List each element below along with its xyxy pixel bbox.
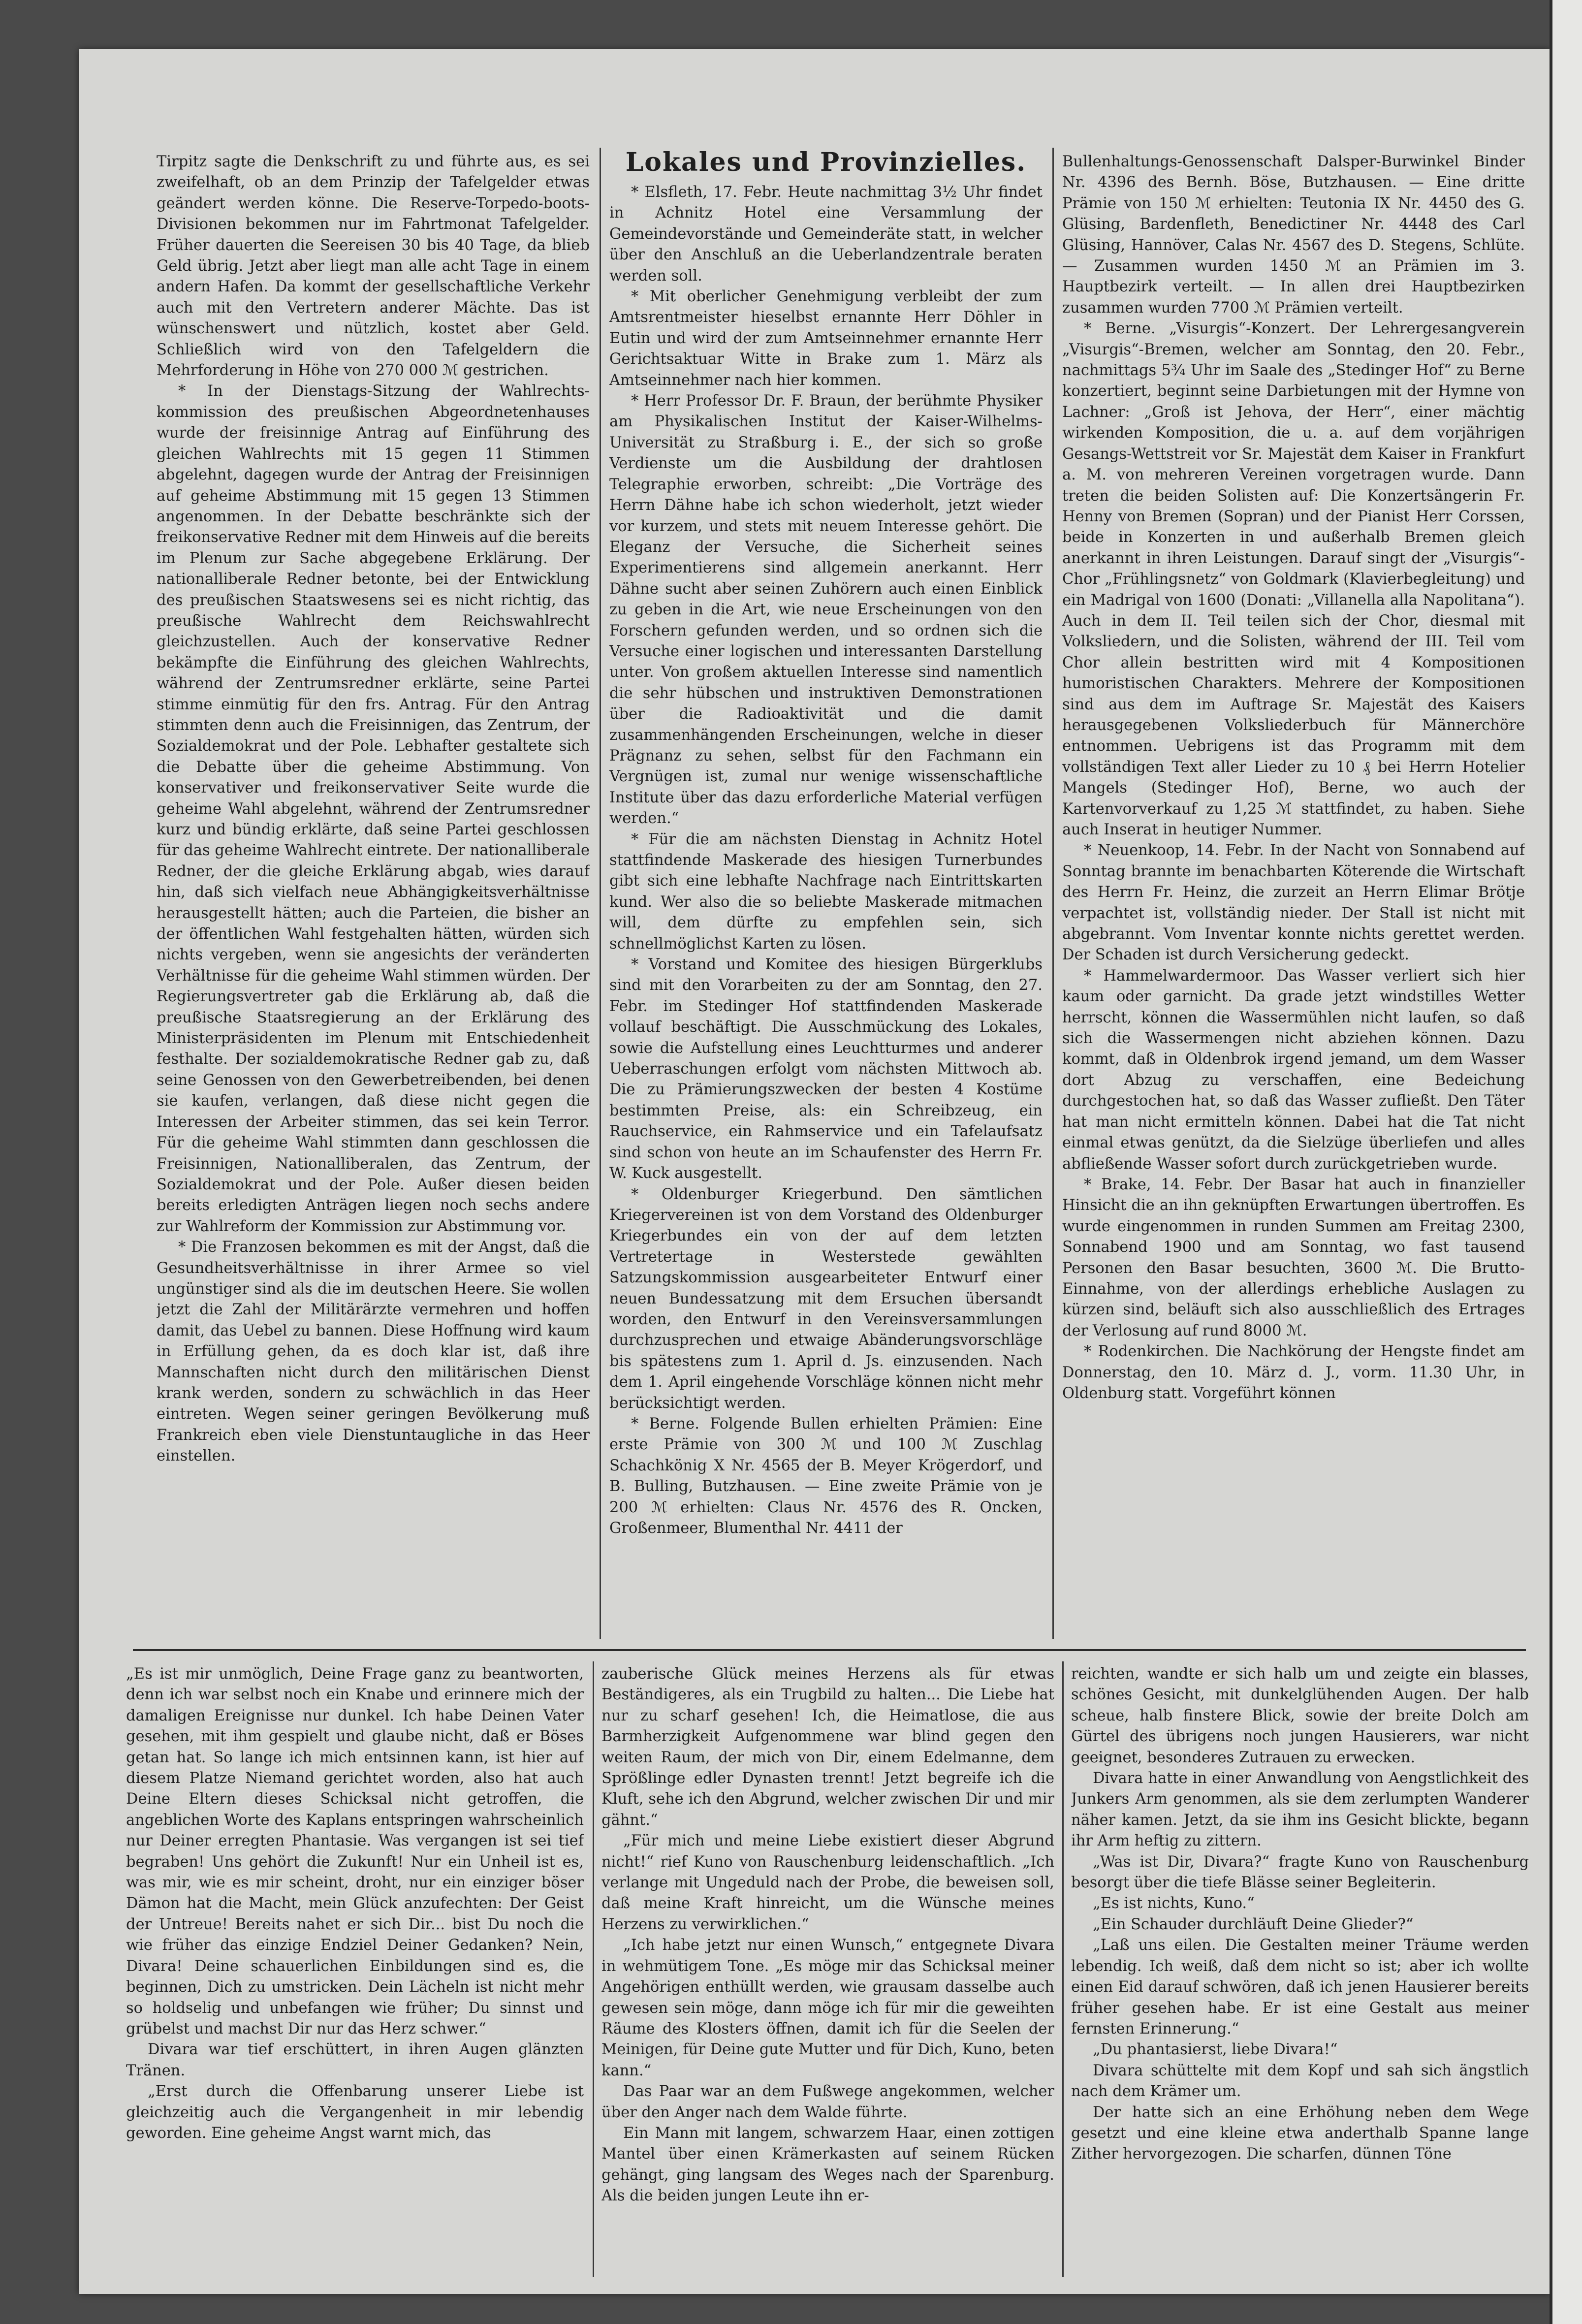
feuilleton-rule-1 (593, 1661, 594, 2277)
article-paragraph: Divara schüttelte mit dem Kopf und sah sich ängstlich nach dem Krämer um. (1071, 2062, 1529, 2101)
article-paragraph: * Für die am nächsten Dienstag in Achnitz Hotel stattfindende Maskerade des hiesigen Turnerbundes gibt sich eine lebhafte Nachfrage nach Eintrittskarten kund. Wer also die so beliebte Maskerade mitmachen will, dem dürfte zu empfehlen sein, sich schnellmöglichst Karten zu lösen. (609, 830, 1043, 953)
article-paragraph: „Es ist mir unmöglich, Deine Frage ganz zu beantworten, denn ich war selbst noch ein Knabe und erinnere mich der damaligen Ereignisse nur dunkel. Ich habe Deinen Vater gesehen, mit ihm gespielt und glaube nicht, daß er Böses getan hat. So lange ich mich entsinnen kann, ist hier auf diesem Platze Niemand gerichtet worden, also hat auch Deine Eltern dieses Schicksal nicht getroffen, die angeblichen Worte des Kaplans entspringen wahrscheinlich nur Deiner erregten Phantasie. Was vergangen ist sei tief begraben! Uns gehört die Zukunft! Nur ein Unheil ist es, was mir, wie es mir scheint, droht, nur ein einziger böser Dämon hat die Macht, mein Glück anzufechten: Der Geist der Untreue! Bereits nahet er sich Dir... bist Du noch die wie früher das einzige Endziel Deiner Gedanken? Nein, Divara! Deine schauerlichen Einbildungen sind es, die beginnen, Dich zu umstricken. Dein Lächeln ist nicht mehr so holdselig und unbefangen wie früher; Du sinnst und grübelst und machst Dir nur das Herz schwer.“ (126, 1665, 584, 2037)
article-paragraph: Der hatte sich an eine Erhöhung neben dem Wege gesetzt und eine kleine etwa anderthalb Spanne lange Zither hervorgezogen. Die scharfen, dünnen Töne (1071, 2103, 1529, 2163)
article-paragraph: * Hammelwardermoor. Das Wasser verliert sich hier kaum oder garnicht. Da grade jetzt windstilles Wetter herrscht, können die Wassermühlen nicht laufen, so daß sich die Wassermengen nicht abziehen können. Dazu kommt, daß in Oldenbrok irgend jemand, um dem Wasser dort Abzug zu verschaffen, eine Bedeichung durchgestochen hat, so daß das Wasser zufließt. Den Täter hat man nicht ermitteln können. Dabei hat die Tat nicht einmal etwas genützt, da die Sielzüge überliefen und alles abfließende Wasser sofort durch zurückgetrieben wurde. (1062, 967, 1525, 1173)
article-paragraph: * Mit oberlicher Genehmigung verbleibt der zum Amtsrentmeister hieselbst ernannte Herr Döhler in Eutin und wird der zum Amtseinnehmer ernannte Herr Gerichtsaktuar Witte in Brake zum 1. März als Amtseinnehmer nach hier kommen. (609, 288, 1043, 389)
article-paragraph: „Was ist Dir, Divara?“ fragte Kuno von Rauschenburg besorgt über die tiefe Blässe seiner Begleiterin. (1071, 1853, 1529, 1892)
column-2-body (609, 182, 1043, 1539)
column-rule-2 (1052, 148, 1054, 1639)
feuilleton-column-2 (601, 1664, 1054, 2274)
article-paragraph: * Oldenburger Kriegerbund. Den sämtlichen Kriegervereinen ist von dem Vorstand des Oldenburger Kriegerbundes ein von der auf dem letzten Vertretertage in Westerstede gewählten Satzungskommission ausgearbeiteter Entwurf einer neuen Bundessatzung mit dem Ersuchen übersandt worden, den Entwurf in den Vereinsversammlungen durchzusprechen und etwaige Abänderungsvorschläge bis spätestens zum 1. April d. Js. einzusenden. Nach dem 1. April eingehende Vorschläge können nicht mehr berücksichtigt werden. (609, 1185, 1043, 1412)
article-paragraph: * Neuenkoop, 14. Febr. In der Nacht von Sonnabend auf Sonntag brannte im benachbarten Köterende die Wirtschaft des Herrn Fr. Heinz, die zurzeit an Herrn Elimar Brötje verpachtet ist, vollständig nieder. Der Stall ist nicht mit abgebrannt. Vom Inventar konnte nichts gerettet werden. Der Schaden ist durch Versicherung gedeckt. (1062, 842, 1525, 964)
article-paragraph: * Brake, 14. Febr. Der Basar hat auch in finanzieller Hinsicht die an ihn geknüpften Erwartungen übertroffen. Es wurde eingenommen in runden Summen am Freitag 2300, Sonnabend 1900 und am Sonntag, wo fast tausend Personen den Basar besuchten, 3600 ℳ. Die Brutto-Einnahme, von der allerdings erhebliche Auslagen zu kürzen sind, beläuft sich also ausschließlich des Ertrages der Verlosung auf rund 8000 ℳ. (1062, 1176, 1525, 1339)
feuilleton-rule-2 (1062, 1661, 1064, 2277)
article-paragraph: * Die Franzosen bekommen es mit der Angst, daß die Gesundheitsverhältnisse in ihrer Armee so viel ungünstiger sind als die im deutschen Heere. Sie wollen jetzt die Zahl der Militärärzte vermehren und hoffen damit, das Uebel zu bannen. Diese Hoffnung wird kaum in Erfüllung gehen, da es doch klar ist, daß ihre Mannschaften nicht durch den militärischen Dienst krank werden, sondern zu schwächlich in das Heer eintreten. Wegen seiner geringen Bevölkerung muß Frankreich eben viele Dienstuntaugliche in das Heer einstellen. (157, 1239, 590, 1465)
section-heading: Lokales und Provinzielles. (625, 147, 1027, 177)
article-paragraph: Bullenhaltungs-Genossenschaft Dalsper-Burwinkel Binder Nr. 4396 des Bernh. Böse, Butzhausen. — Eine dritte Prämie von 150 ℳ erhielten: Teutonia IX Nr. 4450 des G. Glüsing, Bardenfleth, Benedictiner Nr. 4448 des Carl Glüsing, Hannöver, Calas Nr. 4567 des D. Stegens, Schlüte. — Zusammen wurden 1450 ℳ an Prämien im 3. Hauptbezirk verteilt. — In allen drei Hauptbezirken zusammen wurden 7700 ℳ Prämien verteilt. (1062, 153, 1525, 317)
article-paragraph: * Vorstand und Komitee des hiesigen Bürgerklubs sind mit den Vorarbeiten zu der am Sonntag, den 27. Febr. im Stedinger Hof stattfindenden Maskerade vollauf beschäftigt. Die Ausschmückung des Lokales, sowie die Aufstellung eines Leuchtturmes und anderer Ueberraschungen erfolgt vom nächsten Mittwoch ab. Die zu Prämierungszwecken der besten 4 Kostüme bestimmten Preise, als: ein Schreibzeug, ein Rauchservice, ein Rahmservice und ein Tafelaufsatz sind schon von heute an im Schaufenster des Herrn Fr. W. Kuck ausgestellt. (609, 956, 1043, 1182)
article-paragraph: Ein Mann mit langem, schwarzem Haar, einen zottigen Mantel über einen Krämerkasten auf seinem Rücken gehängt, ging langsam des Weges nach der Sparenburg. Als die beiden jungen Leute ihn er- (601, 2124, 1054, 2205)
article-paragraph: „Ein Schauder durchläuft Deine Glieder?“ (1093, 1915, 1414, 1933)
article-paragraph: „Du phantasierst, liebe Divara!“ (1093, 2041, 1338, 2059)
article-paragraph: „Ich habe jetzt nur einen Wunsch,“ entgegnete Divara in wehmütigem Tone. „Es möge mir das Schicksal meiner Angehörigen enthüllt werden, wie grausam dasselbe auch gewesen sein möge, dann möge ich für mir die geweihten Räume des Klosters öffnen, damit ich für die Seelen der Meinigen, für Deine gute Mutter und für Dich, Kuno, beten kann.“ (601, 1937, 1054, 2079)
article-paragraph: * Herr Professor Dr. F. Braun, der berühmte Physiker am Physikalischen Institut der Kaiser-Wilhelms-Universität zu Straßburg i. E., der sich so große Verdienste um die Ausbildung der drahtlosen Telegraphie erworben, schreibt: „Die Vorträge des Herrn Dähne habe ich schon wiederholt, jetzt wieder vor kurzem, und stets mit neuem Interesse gehört. Die Eleganz der Versuche, die Sicherheit seines Experimentierens sind allgemein anerkannt. Herr Dähne sucht aber seinen Zuhörern auch einen Einblick zu geben in die Art, wie neue Erscheinungen von den Forschern gefunden werden, und so ordnen sich die Versuche einer logischen und interessanten Darstellung unter. Von großem aktuellen Interesse sind namentlich die sehr hübschen und instruktiven Demonstrationen über die Radioaktivität und die damit zusammenhängenden Erscheinungen, welche in dieser Prägnanz zu sehen, selbst für den Fachmann ein Vergnügen ist, zumal nur wenige wissenschaftliche Institute über das dazu erforderliche Material verfügen werden.“ (609, 392, 1043, 828)
article-paragraph: „Erst durch die Offenbarung unserer Liebe ist gleichzeitig auch die Vergangenheit in mir lebendig geworden. Eine geheime Angst warnt mich, das (126, 2083, 584, 2142)
column-rule-1 (600, 148, 601, 1639)
newspaper-page (79, 49, 1550, 2294)
feuilleton-separator (133, 1649, 1526, 1651)
feuilleton-column-3 (1071, 1664, 1529, 2274)
column-3 (1062, 152, 1525, 1638)
column-2 (609, 146, 1043, 1642)
article-paragraph: * Berne. Folgende Bullen erhielten Prämien: Eine erste Prämie von 300 ℳ und 100 ℳ Zuschlag Schachkönig X Nr. 4565 der B. Meyer Krögerdorf, und B. Bulling, Butzhausen. — Eine zweite Prämie von je 200 ℳ erhielten: Claus Nr. 4576 des R. Oncken, Großenmeer, Blumenthal Nr. 4411 der (609, 1415, 1043, 1537)
article-paragraph: Divara hatte in einer Anwandlung von Aengstlichkeit des Junkers Arm genommen, als sie dem zerlumpten Wanderer näher kamen. Jetzt, da sie ihm ins Gesicht blickte, begann ihr Arm heftig zu zittern. (1071, 1770, 1529, 1850)
article-paragraph: Das Paar war an dem Fußwege angekommen, welcher über den Anger nach dem Walde führte. (601, 2083, 1054, 2121)
feuilleton-column-1 (126, 1664, 584, 2274)
article-paragraph: reichten, wandte er sich halb um und zeigte ein blasses, schönes Gesicht, mit dunkelglühenden Augen. Der halb scheue, halb finstere Blick, sowie der breite Dolch am Gürtel des übrigens noch jungen Hausierers, war nicht geeignet, besonderes Zutrauen zu erwecken. (1071, 1665, 1529, 1766)
column-1 (157, 152, 590, 1638)
article-paragraph: „Laß uns eilen. Die Gestalten meiner Träume werden lebendig. Ich weiß, daß dem nicht so ist; aber ich wollte einen Eid darauf schwören, daß ich jenen Hausierer bereits früher gesehen habe. Er ist eine Gestalt aus meiner fernsten Erinnerung.“ (1071, 1937, 1529, 2037)
article-paragraph: * In der Dienstags-Sitzung der Wahlrechts-kommission des preußischen Abgeordnetenhauses wurde der freisinnige Antrag auf Einführung des gleichen Wahlrechts mit 15 gegen 11 Stimmen abgelehnt, dagegen wurde der Antrag der Freisinnigen auf geheime Abstimmung mit 15 gegen 13 Stimmen angenommen. In der Debatte beschränkte sich der freikonservative Redner mit dem Hinweis auf die bereits im Plenum zur Sache abgegebene Erklärung. Der nationalliberale Redner betonte, bei der Entwicklung des preußischen Staatswesens sei es nicht richtig, das preußische Wahlrecht dem Reichswahlrecht gleichzustellen. Auch der konservative Redner bekämpfte die Einführung des gleichen Wahlrechts, während der Zentrumsredner erklärte, seine Partei stimme einmütig für den frs. Antrag. Für den Antrag stimmten denn auch die Freisinnigen, das Zentrum, der Sozialdemokrat und der Pole. Lebhafter gestaltete sich die Debatte über die geheime Abstimmung. Von konservativer und freikonservativer Seite wurde die geheime Wahl abgelehnt, während der Zentrumsredner kurz und bündig erklärte, daß seine Partei geschlossen für das geheime Wahlrecht eintrete. Der nationalliberale Redner, der die gleiche Erklärung abgab, wies darauf hin, daß sich vielfach neue Abhängigkeitsverhältnisse herausgestellt hätten; auch die Parteien, die bisher an der öffentlichen Wahl festgehalten hätten, würden sich nichts vergeben, wenn sie angesichts der veränderten Verhältnisse für die geheime Wahl stimmen würden. Der Regierungsvertreter gab die Erklärung ab, daß die preußische Staatsregierung an der Erklärung des Ministerpräsidenten im Plenum mit Entschiedenheit festhalte. Der sozialdemokratische Redner gab zu, daß seine Genossen von den Gewerbetreibenden, bei denen sie kaufen, verlangen, daß diese nicht gegen die Interessen der Arbeiter stimmen, das sei kein Terror. Für die geheime Wahl stimmten dann geschlossen die Freisinnigen, Nationalliberalen, das Zentrum, der Sozialdemokrat und der Pole. Außer diesen beiden bereits erledigten Anträgen liegen noch sechs andere zur Wahlreform der Kommission zur Abstimmung vor. (157, 382, 590, 1235)
article-paragraph: * Berne. „Visurgis“-Konzert. Der Lehrergesangverein „Visurgis“-Bremen, welcher am Sonntag, den 20. Febr., nachmittags 5¾ Uhr im Saale des „Stedinger Hof“ zu Berne konzertiert, beginnt seine Darbietungen mit der Hymne von Lachner: „Groß ist Jehova, der Herr“, einer mächtig wirkenden Komposition, die u. a. auf dem vorjährigen Gesangs-Wettstreit vor Sr. Majestät dem Kaiser in Frankfurt a. M. von mehreren Vereinen vorgetragen wurde. Dann treten die beiden Solisten auf: Die Konzertsängerin Fr. Henny von Bremen (Sopran) und der Pianist Herr Corssen, beide in Konzerten in und außerhalb Bremen gleich anerkannt in ihren Leistungen. Darauf singt der „Visurgis“-Chor „Frühlingsnetz“ von Goldmark (Klavierbegleitung) und ein Madrigal von 1600 (Donati: „Villanella alla Napolitana“). Auch in dem II. Teil teilen sich der Chor, diesmal mit Volksliedern, und die Solisten, während der III. Teil vom Chor allein bestritten wird mit 4 Kompositionen humoristischen Charakters. Mehrere der Kompositionen sind aus dem im Auftrage Sr. Majestät des Kaisers herausgegebenen Volksliederbuch für Männerchöre entnommen. Uebrigens ist das Programm mit dem vollständigen Text aller Lieder zu 10 ₰ bei Herrn Hotelier Mangels (Stedinger Hof), Berne, wo auch der Kartenvorverkauf zu 1,25 ℳ stattfindet, zu haben. Siehe auch Inserat in heutiger Nummer. (1062, 320, 1525, 838)
article-paragraph: „Für mich und meine Liebe existiert dieser Abgrund nicht!“ rief Kuno von Rauschenburg leidenschaftlich. „Ich verlange mit Ungeduld nach der Probe, die beweisen soll, daß meine Kraft hinreicht, um die Wünsche meines Herzens zu verwirklichen.“ (601, 1832, 1054, 1933)
article-paragraph: * Elsfleth, 17. Febr. Heute nachmittag 3½ Uhr findet in Achnitz Hotel eine Versammlung der Gemeindevorstände und Gemeinderäte statt, in welcher über den Anschluß an die Ueberlandzentrale beraten werden soll. (609, 184, 1043, 285)
article-paragraph: * Rodenkirchen. Die Nachkörung der Hengste findet am Donnerstag, den 10. März d. J., vorm. 11.30 Uhr, in Oldenburg statt. Vorgeführt können (1062, 1343, 1525, 1402)
adjacent-page-edge (1550, 0, 1582, 2324)
article-paragraph: zauberische Glück meines Herzens als für etwas Beständigeres, als ein Trugbild zu halten... Die Liebe hat nur zu scharf gesehen! Ich, die Heimatlose, die aus Barmherzigkeit Aufgenommene war blind gegen den weiten Raum, der mich von Dir, einem Edelmanne, dem Sprößlinge edler Dynasten trennt! Jetzt begreife ich die Kluft, sehe ich den Abgrund, welcher zwischen Dir und mir gähnt.“ (601, 1665, 1054, 1829)
article-paragraph: „Es ist nichts, Kuno.“ (1093, 1895, 1255, 1912)
article-paragraph: Divara war tief erschüttert, in ihren Augen glänzten Tränen. (126, 2041, 584, 2079)
article-paragraph: Tirpitz sagte die Denkschrift zu und führte aus, es sei zweifelhaft, ob an dem Prinzip der Tafelgelder etwas geändert werden könne. Die Reserve-Torpedo-boots-Divisionen bekommen nur im Fahrtmonat Tafelgelder. Früher dauerten die Seereisen 30 bis 40 Tage, da blieb Geld übrig. Jetzt aber liegt man alle acht Tage in einem andern Hafen. Da kommt der gesellschaftliche Verkehr auch mit den Vertretern anderer Mächte. Das ist wünschenswert und nützlich, kostet aber Geld. Schließlich wird von den Tafelgeldern die Mehrforderung in Höhe von 270 000 ℳ gestrichen. (157, 153, 590, 380)
